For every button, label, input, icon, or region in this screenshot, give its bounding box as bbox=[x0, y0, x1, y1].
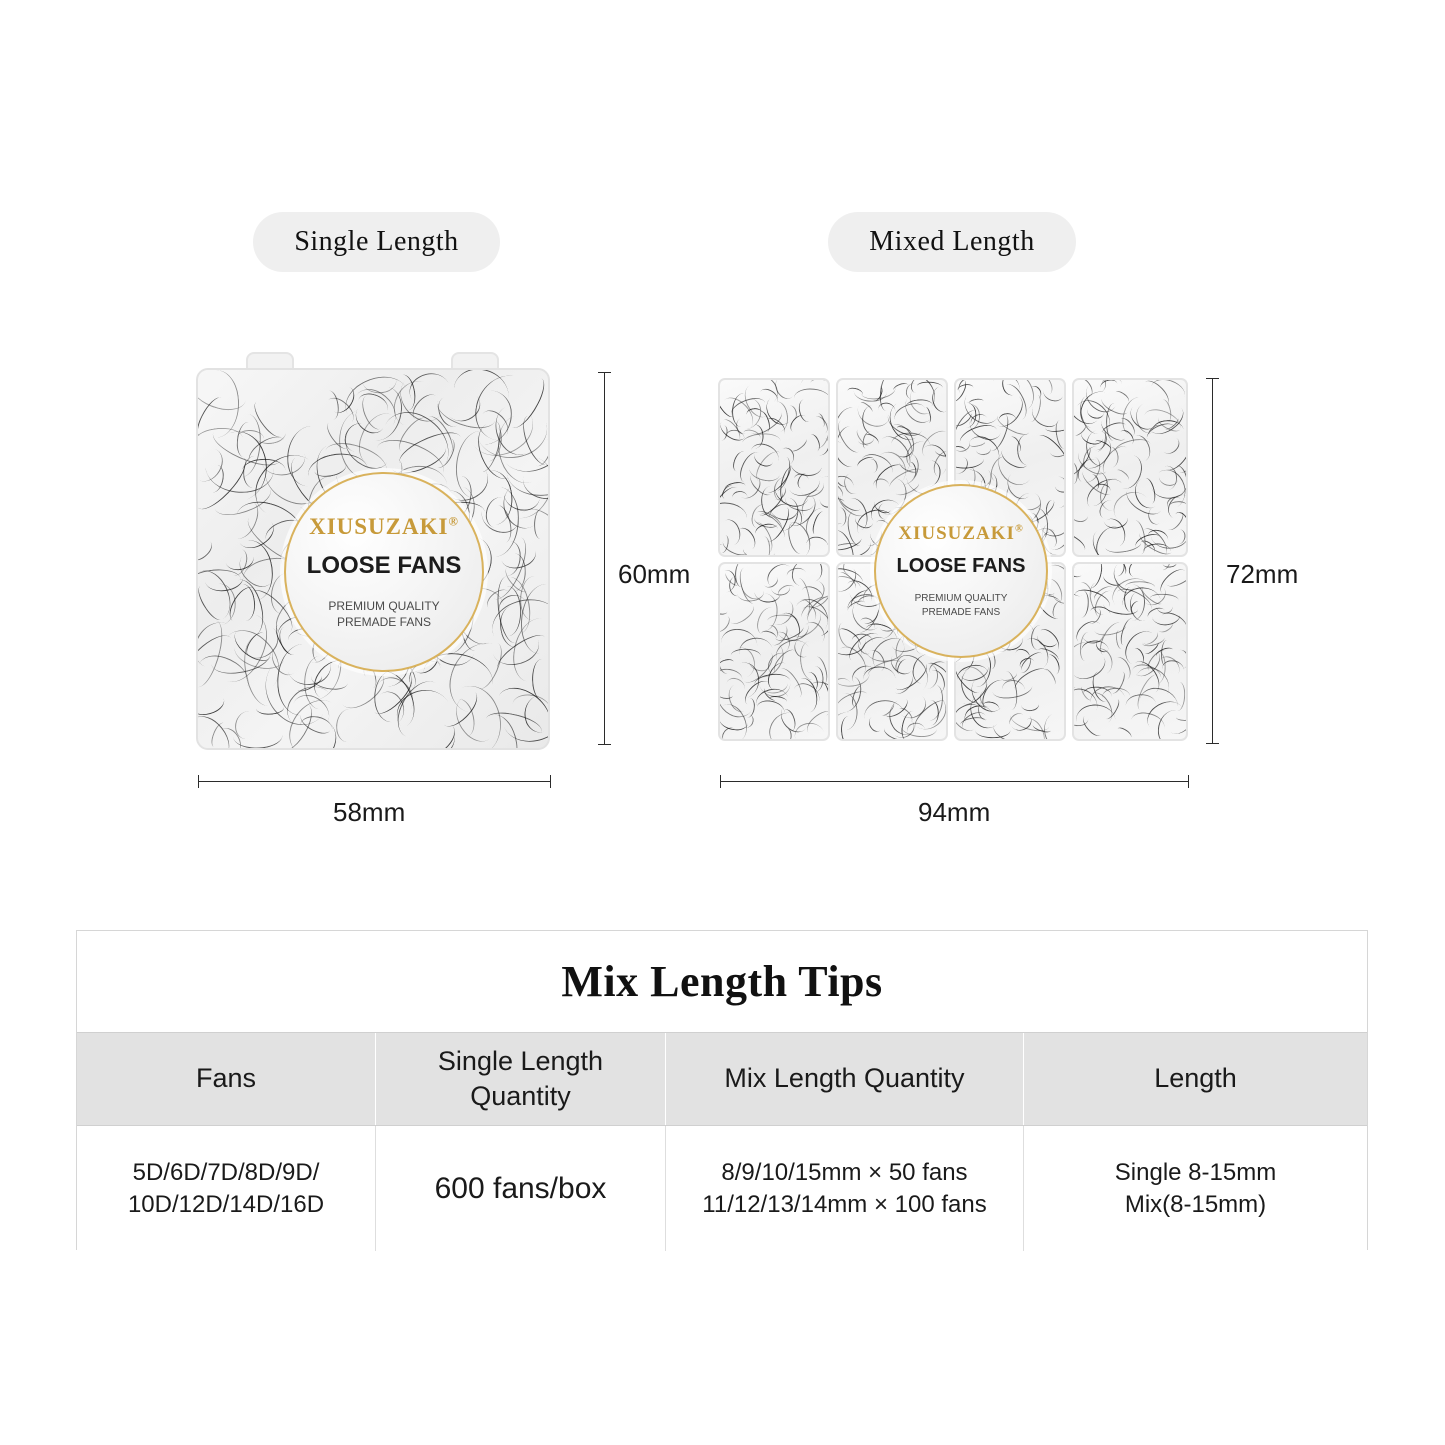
mixed-height-label: 72mm bbox=[1226, 559, 1299, 589]
mixed-length-badge bbox=[828, 212, 1076, 272]
cell-length bbox=[1023, 1126, 1367, 1251]
column-header-single-length-quantity bbox=[375, 1033, 665, 1125]
lash-strand bbox=[1072, 532, 1088, 554]
compartment-1 bbox=[718, 378, 830, 557]
single-width-cap-left bbox=[198, 775, 199, 788]
single-width-cap-right bbox=[550, 775, 551, 788]
brand-product-name: LOOSE FANS bbox=[896, 555, 1026, 577]
lash-fans-texture bbox=[1074, 380, 1186, 555]
single-height-cap-top bbox=[598, 372, 611, 373]
cell-fans bbox=[77, 1126, 375, 1251]
lash-strand bbox=[335, 708, 362, 742]
column-header-length: Length bbox=[1023, 1033, 1367, 1125]
column-header-fans: Fans bbox=[195, 1063, 257, 1094]
compartment-8 bbox=[1072, 562, 1188, 741]
brand-tagline-line2: PREMADE FANS bbox=[336, 615, 431, 629]
single-length-badge bbox=[253, 212, 500, 272]
cell-fans-line2: 10D/12D/14D/16D bbox=[127, 1190, 325, 1218]
brand-name: XIUSUZAKI® bbox=[309, 513, 459, 539]
column-header-mix-length-quantity: Mix Length Quantity bbox=[665, 1033, 1023, 1125]
single-length-badge-label: Single Length bbox=[294, 226, 459, 257]
column-header-single-length-quantity-line1: Single Length bbox=[437, 1045, 604, 1076]
mixed-width-dimension-line bbox=[720, 781, 1188, 782]
cell-length-line2: Mix(8-15mm) bbox=[1124, 1190, 1267, 1218]
brand-tagline bbox=[915, 592, 1008, 619]
brand-label-mixed bbox=[874, 484, 1048, 658]
cell-mix-quantity-line2: 11/12/13/14mm × 100 fans bbox=[702, 1190, 987, 1218]
lash-strand bbox=[1072, 506, 1089, 523]
brand-tagline-line1: PREMIUM QUALITY bbox=[914, 593, 1008, 604]
lash-fans-texture bbox=[720, 564, 828, 739]
table-header-row bbox=[77, 1032, 1367, 1126]
cell-mix-quantity bbox=[665, 1126, 1023, 1251]
brand-tagline-line1: PREMIUM QUALITY bbox=[328, 598, 440, 613]
cell-single-quantity: 600 fans/box bbox=[375, 1126, 665, 1251]
column-header-single-length-quantity-line2: Quantity bbox=[470, 1081, 571, 1111]
mixed-width-cap-left bbox=[720, 775, 721, 788]
brand-name: XIUSUZAKI® bbox=[898, 523, 1024, 544]
table-row bbox=[77, 1126, 1367, 1251]
brand-product-name: LOOSE FANS bbox=[306, 551, 462, 579]
lash-strand bbox=[196, 535, 216, 565]
brand-label-single bbox=[284, 472, 484, 672]
trademark-symbol: ® bbox=[448, 514, 459, 529]
lash-fans-texture bbox=[720, 380, 828, 555]
mixed-height-dimension-line bbox=[1212, 378, 1213, 743]
mixed-width-cap-right bbox=[1188, 775, 1189, 788]
lash-strand bbox=[1115, 726, 1133, 741]
mixed-width-label: 94mm bbox=[918, 797, 991, 827]
table-title: Mix Length Tips bbox=[561, 957, 883, 1006]
compartment-4 bbox=[1072, 378, 1188, 557]
brand-tagline-line2: PREMADE FANS bbox=[921, 606, 1001, 618]
mixed-height-cap-bottom bbox=[1206, 743, 1219, 744]
lash-fans-texture bbox=[1074, 564, 1186, 739]
compartment-5 bbox=[718, 562, 830, 741]
trademark-symbol: ® bbox=[1014, 523, 1024, 535]
lash-strand bbox=[853, 380, 887, 402]
single-width-dimension-line bbox=[198, 781, 550, 782]
mix-length-tips-table bbox=[76, 930, 1368, 1250]
mixed-height-cap-top bbox=[1206, 378, 1219, 379]
cell-fans-line1: 5D/6D/7D/8D/9D/ bbox=[132, 1159, 320, 1187]
single-width-label: 58mm bbox=[333, 797, 406, 827]
single-height-label: 60mm bbox=[618, 559, 691, 589]
cell-length-line1: Single 8-15mm bbox=[1114, 1159, 1277, 1187]
single-height-dimension-line bbox=[604, 372, 605, 744]
brand-tagline bbox=[328, 598, 439, 630]
mixed-length-badge-label: Mixed Length bbox=[869, 226, 1035, 257]
single-height-cap-bottom bbox=[598, 744, 611, 745]
cell-mix-quantity-line1: 8/9/10/15mm × 50 fans bbox=[721, 1159, 968, 1187]
